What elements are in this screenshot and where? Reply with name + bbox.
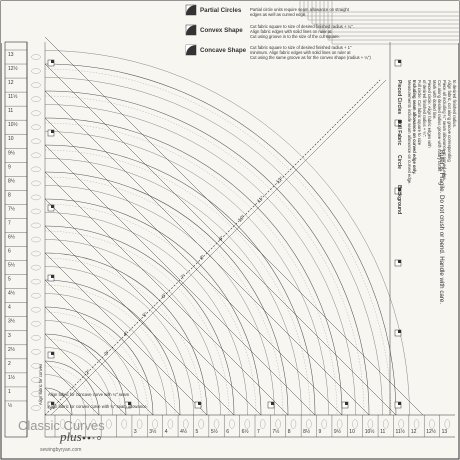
left-slot [32, 139, 41, 144]
left-slot [32, 223, 41, 228]
left-scale-label: 8½ [8, 178, 15, 185]
bottom-scale-label: 3 [133, 429, 137, 435]
left-slot [32, 69, 41, 74]
legend-concave-line-3: Cut using the same groove as for the convex shape (radius + ¼") [250, 55, 371, 60]
bottom-scale-label: 12½ [426, 429, 436, 435]
square-marker-fill [398, 330, 401, 333]
diagonal-label: 12" [275, 175, 285, 186]
left-scale-label: 10½ [8, 122, 18, 129]
bottom-scale-label: 10½ [364, 429, 375, 435]
square-marker-fill [51, 60, 54, 63]
bottom-slot [276, 420, 281, 429]
left-slot [32, 153, 41, 158]
bottom-slot [291, 420, 296, 429]
square-marker-fill [51, 352, 54, 355]
bottom-slot [229, 420, 234, 429]
bottom-scale-label: 3½ [149, 429, 157, 435]
bottom-scale-ticks [55, 415, 450, 437]
bottom-scale-label: 7½ [272, 429, 280, 435]
align-concave-note: Align fabric for concave curve with ¼" seam [48, 392, 130, 397]
left-scale-label: 4 [8, 304, 11, 311]
left-scale-label: 11 [8, 108, 14, 115]
bottom-slot [353, 420, 358, 429]
diagonal-label: 6" [160, 292, 169, 300]
square-marker-fill [51, 130, 54, 133]
bottom-slot [368, 420, 373, 429]
square-marker-fill [398, 402, 401, 405]
legend-convex-line-1: Cut fabric square to size of desired finished radius + ¼". [250, 24, 354, 29]
legend-partial-title: Partial Circles [200, 7, 242, 14]
left-scale-label: 6½ [8, 234, 15, 241]
brand-name: Classic Curves [18, 418, 105, 433]
right-line-10: to desired finished radius. [452, 80, 457, 128]
legend-partial-line-1: Partial circle units require seam allowance on straight [250, 7, 349, 12]
diagonal-label: 9" [217, 235, 226, 243]
square-marker-fill [271, 402, 274, 405]
left-scale-label: 6 [8, 248, 11, 255]
bottom-scale-label: 8 [287, 429, 291, 435]
left-slot [32, 209, 41, 214]
left-scale-label: 12½ [8, 66, 18, 73]
bottom-scale-label: 12 [410, 429, 417, 435]
bottom-scale-label: 8½ [303, 429, 311, 435]
left-slot [32, 97, 41, 102]
left-slot [32, 349, 41, 354]
right-heading-circle: Circle [396, 155, 402, 169]
bottom-slot [183, 420, 188, 429]
left-scale-label: 9 [8, 164, 11, 171]
square-marker-fill [398, 60, 401, 63]
legend-convex-icon [186, 25, 196, 35]
left-slot [32, 293, 41, 298]
bottom-scale-label: 5½ [210, 429, 218, 435]
bottom-slot [306, 420, 311, 429]
left-slot [32, 279, 41, 284]
care-note: Ruler is Fragile. Do not crush or bend. Handle with care. [438, 150, 445, 305]
square-marker-fill [51, 205, 54, 208]
bottom-scale-labels [134, 428, 447, 435]
right-line-5: Pieced circle: Align fabric edges with [427, 80, 432, 148]
bottom-slot [214, 420, 219, 429]
square-marker-fill [345, 402, 348, 405]
left-scale-label: 11½ [8, 94, 18, 101]
main-diagonal-offset [51, 80, 386, 415]
bottom-scale-label: 13 [441, 429, 448, 435]
legend-partial-icon [186, 5, 196, 15]
left-scale-label: 2½ [8, 346, 15, 353]
left-slot [32, 405, 41, 410]
right-heading-background: Background [396, 185, 402, 215]
bottom-slot [260, 420, 265, 429]
bottom-slot [322, 420, 327, 429]
bottom-slot [122, 420, 127, 429]
bottom-slot [245, 420, 250, 429]
bottom-scale-label: 11 [380, 429, 386, 435]
bottom-slot [429, 420, 434, 429]
bottom-scale-label: 4½ [180, 429, 188, 435]
legend-partial-line-2: edges as well as curved edge. [250, 12, 307, 17]
left-scale-label: 9½ [8, 150, 15, 157]
right-line-1: Measurements include seam allowance on curved edge. [407, 80, 412, 185]
left-scale-label: 10 [8, 136, 14, 143]
bottom-slot [153, 420, 158, 429]
left-slot [32, 307, 41, 312]
left-slot [32, 111, 41, 116]
right-line-7: Cut along desired radius groove with rotary cutter. [437, 80, 442, 173]
diagonal-labels [84, 176, 284, 376]
right-line-8: Piece all including ¼" seam allowance at curved edge. [442, 80, 447, 181]
bottom-slot [445, 420, 450, 429]
legend-concave-line-1: Cut fabric square to size of desired finished radius + 1" [250, 45, 352, 50]
left-scale-label: 3 [8, 332, 11, 339]
align-convex-note: Align fabric for convex curve with ¼" seam allowance [48, 404, 147, 409]
left-slot [32, 321, 41, 326]
left-scale-label: 1½ [8, 374, 15, 381]
bottom-slot [168, 420, 173, 429]
left-scale-label: 2 [8, 360, 11, 367]
legend-concave-line-2: minimum. Align fabric edges with solid lines on ruler at [250, 50, 351, 55]
align-vertical-note: Align fabric for convex [38, 363, 43, 405]
right-line-6: Mark with dotted line. [432, 80, 437, 120]
right-heading-pieced: Pieced Circles [396, 80, 402, 115]
bottom-slot [106, 420, 111, 429]
left-scale-label: 8 [8, 192, 11, 199]
left-scale-label: 12 [8, 80, 14, 87]
left-scale-label: 1 [8, 388, 11, 395]
bottom-scale-label: 5 [195, 429, 199, 435]
left-slot [32, 335, 41, 340]
right-line-9: Align fabric, cut along groove corresponding [447, 80, 452, 162]
left-scale-labels [8, 52, 19, 409]
brand-site: sewingbyryan.com [40, 447, 82, 453]
right-heading-full: Full Fabric [396, 120, 402, 146]
svg-text:×: × [92, 436, 95, 442]
diagonal-lines [45, 37, 423, 415]
bottom-scale-label: 6 [226, 429, 230, 435]
legend-concave-title: Concave Shape [200, 47, 247, 54]
left-scale-label: ½ [8, 402, 13, 409]
left-slot [32, 195, 41, 200]
bottom-slot [383, 420, 388, 429]
right-line-4: of desired finished radius + ¼". [422, 80, 427, 138]
bottom-slot [337, 420, 342, 429]
diagonal-label: 5" [141, 311, 150, 319]
diagonal-label: 8" [198, 254, 207, 262]
bottom-scale-label: 9½ [333, 429, 341, 435]
bottom-scale-label: 10 [349, 429, 355, 435]
bottom-scale-label: 9 [318, 429, 322, 435]
bottom-scale-label: 6½ [241, 429, 249, 435]
align-vertical-group [38, 363, 43, 405]
bottom-scale-label: 4 [164, 429, 168, 435]
bottom-slot [399, 420, 404, 429]
bottom-slot [414, 420, 419, 429]
legend-convex-title: Convex Shape [200, 27, 243, 34]
left-scale-label: 4½ [8, 290, 15, 297]
left-slot [32, 181, 41, 186]
bottom-scale-label: 11½ [395, 429, 405, 435]
left-slot [32, 237, 41, 242]
care-note-group [438, 150, 445, 304]
bottom-scale-label: 7 [257, 429, 260, 435]
left-slot [32, 55, 41, 60]
diagonal-label: 7" [179, 273, 188, 281]
right-line-3: Full circle: Cut fabric square to size [417, 80, 422, 146]
left-slot [32, 83, 41, 88]
legend-convex-line-2: Align fabric edges with solid lines on ruler at [250, 29, 332, 34]
legend-concave-icon [186, 45, 196, 55]
left-slot [32, 167, 41, 172]
right-line-2: Including seam allowance on curved edge only. [412, 80, 417, 175]
right-panel-text [396, 80, 457, 214]
left-scale-label: 13 [8, 52, 14, 58]
diagonal-label: 11" [256, 195, 266, 205]
bottom-slot [137, 420, 142, 429]
left-scale-label: 7½ [8, 206, 15, 213]
left-scale-label: 3½ [8, 318, 15, 325]
square-marker-fill [398, 260, 401, 263]
square-marker-fill [51, 275, 54, 278]
legend-convex-line-3: Cut using groove in to the size of the cut square. [250, 34, 340, 39]
diagonal-label: 2" [84, 368, 92, 377]
left-scale-label: 7 [8, 220, 11, 227]
left-slot [32, 265, 41, 270]
diagonal-label: 10" [237, 214, 247, 224]
main-diagonal [45, 80, 380, 415]
brand-sub: plus [60, 429, 82, 444]
left-scale-ticks [5, 50, 41, 410]
left-slot [32, 251, 41, 256]
diagonal-label: 4" [122, 330, 130, 339]
square-marker-fill [198, 402, 201, 405]
left-scale-label: 5½ [8, 262, 15, 269]
diagonal-label: 3" [103, 349, 111, 358]
bottom-slot [199, 420, 204, 429]
left-slot [32, 125, 41, 130]
left-scale-label: 5 [8, 276, 11, 283]
